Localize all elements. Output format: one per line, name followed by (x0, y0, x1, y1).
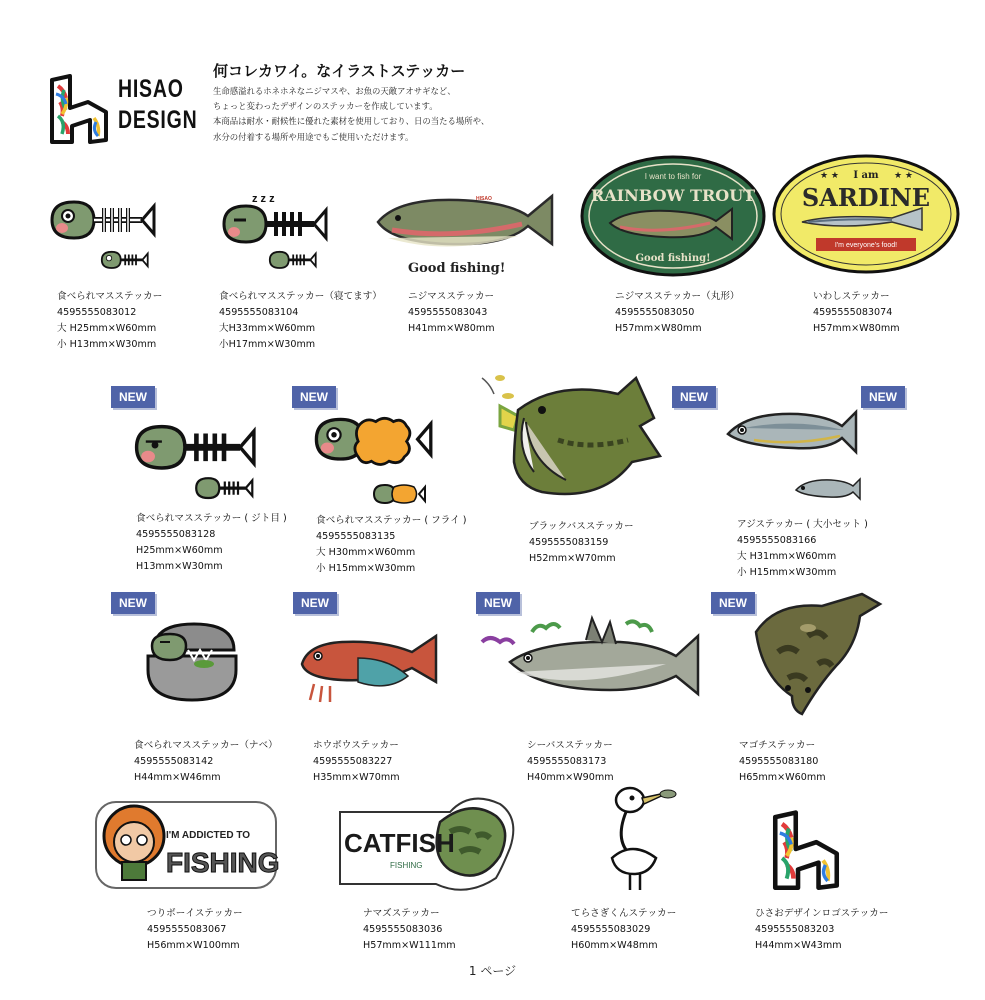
sardine-top-text: I am (853, 170, 879, 181)
sticker-info (755, 906, 888, 954)
sticker-code: 4595555083050 (615, 307, 695, 318)
sticker-info (219, 289, 382, 353)
sticker-code: 4595555083104 (219, 307, 299, 318)
sticker-code: 4595555083067 (147, 924, 227, 935)
page-headline: 何コレカワイ。なイラストステッカー (213, 62, 466, 80)
sticker-code: 4595555083180 (739, 756, 819, 767)
sticker-info (615, 289, 740, 337)
sticker-size: H57mm×W80mm (813, 323, 900, 334)
sticker-name: ニジマスステッカー (408, 291, 495, 302)
sticker-name: 食べられマスステッカー (57, 291, 163, 302)
sticker-info (57, 289, 162, 353)
page-number: 1 ページ (468, 964, 517, 978)
sticker-info (408, 289, 495, 337)
sardine-oval-icon (772, 154, 960, 274)
fried-fish-icon (310, 405, 446, 510)
sticker-size: H44mm×W46mm (134, 772, 221, 783)
new-badge: NEW (711, 592, 755, 614)
horse-mackerel-icon (724, 398, 864, 508)
sticker-code: 4595555083159 (529, 537, 609, 548)
gurnard-icon (298, 628, 450, 708)
sticker-size: H41mm×W80mm (408, 323, 495, 334)
intro-line: 水分の付着する場所や用途でもご使用いただけます。 (213, 131, 414, 142)
catfish-title: CATFISH (344, 828, 455, 858)
new-badge: NEW (476, 592, 520, 614)
intro-line: 本商品は耐水・耐候性に優れた素材を使用しており、日の当たる場所や、 (213, 116, 490, 127)
new-badge: NEW (111, 592, 155, 614)
sticker-size: H35mm×W70mm (313, 772, 400, 783)
svg-text:★ ★: ★ ★ (820, 171, 839, 181)
sticker-info (316, 513, 466, 577)
sticker-info (147, 906, 243, 954)
sticker-size: H57mm×W80mm (615, 323, 702, 334)
sticker-code: 4595555083012 (57, 307, 137, 318)
catfish-subtitle: FISHING (390, 861, 423, 870)
sticker-info (134, 738, 278, 786)
sticker-size: 小 H15mm×W30mm (316, 563, 416, 574)
sticker-name: 食べられマスステッカー ( フライ ) (316, 515, 467, 526)
intro-line: 生命感溢れるホネホネなニジマスや、お魚の天敵アオサギなど、 (213, 86, 456, 96)
sticker-info (813, 289, 900, 337)
new-badge: NEW (293, 592, 337, 614)
sticker-size: 小 H13mm×W30mm (57, 339, 157, 350)
sticker-code: 4595555083203 (755, 924, 835, 935)
sticker-info (529, 519, 634, 567)
intro-line: ちょっと変わったデザインのステッカーを作成しています。 (213, 101, 438, 112)
sticker-name: ニジマスステッカー（丸形） (615, 291, 740, 302)
sticker-info (527, 738, 614, 786)
sticker-code: 4595555083074 (813, 307, 893, 318)
sticker-code: 4595555083135 (316, 531, 396, 542)
rainbow-trout-oval-icon (580, 155, 766, 277)
fishing-boy-title: FISHING (166, 847, 280, 878)
sticker-name: アジステッカー ( 大小セット ) (737, 519, 868, 530)
sticker-name: ブラックバスステッカー (529, 521, 634, 532)
sticker-size: H65mm×W60mm (739, 772, 826, 783)
sticker-code: 4595555083043 (408, 307, 488, 318)
sticker-code: 4595555083142 (134, 756, 214, 767)
svg-text:HISAO: HISAO (476, 196, 492, 202)
svg-text:z z z: z z z (252, 193, 275, 205)
sticker-name: 食べられマスステッカー ( ジト目 ) (136, 513, 287, 524)
brand-name-line2: DESIGN (118, 106, 198, 134)
sticker-size: H60mm×W48mm (571, 940, 658, 951)
new-badge: NEW (672, 386, 716, 408)
hisao-design-logo-icon (48, 72, 110, 144)
sticker-size: H52mm×W70mm (529, 553, 616, 564)
fish-bone-squint-icon (128, 418, 268, 508)
sticker-name: ひさおデザインロゴステッカー (755, 908, 889, 919)
trout-caption: Good fishing! (408, 261, 506, 276)
sticker-size: 大 H25mm×W60mm (57, 323, 157, 334)
new-badge: NEW (861, 386, 905, 408)
sticker-size: 大 H31mm×W60mm (737, 551, 837, 562)
sticker-info (313, 738, 400, 786)
flathead-icon (748, 592, 888, 722)
sticker-size: 大H33mm×W60mm (219, 323, 316, 334)
sticker-code: 4595555083036 (363, 924, 443, 935)
new-badge: NEW (111, 386, 155, 408)
sticker-name: 食べられマスステッカー（ナベ） (134, 740, 278, 751)
sticker-size: H56mm×W100mm (147, 940, 240, 951)
catfish-icon (330, 792, 520, 896)
sticker-size: H13mm×W30mm (136, 561, 223, 572)
rainbow-trout-icon (372, 186, 562, 278)
sticker-size: 小H17mm×W30mm (219, 339, 316, 350)
sticker-name: 食べられマスステッカー（寝てます） (219, 291, 382, 302)
intro-text (213, 84, 543, 145)
sticker-code: 4595555083166 (737, 535, 817, 546)
new-badge: NEW (292, 386, 336, 408)
sticker-name: シーバスステッカー (527, 740, 613, 751)
trout-oval-top-text: I want to fish for (644, 172, 702, 181)
sticker-size: H25mm×W60mm (136, 545, 223, 556)
sticker-code: 4595555083128 (136, 529, 216, 540)
sticker-code: 4595555083227 (313, 756, 393, 767)
sticker-info (739, 738, 826, 786)
fish-bone-icon (48, 198, 166, 278)
sticker-code: 4595555083029 (571, 924, 651, 935)
trout-oval-caption: Good fishing! (635, 253, 711, 264)
hisao-logo-icon (768, 808, 844, 890)
sticker-code: 4595555083173 (527, 756, 607, 767)
sticker-name: てらさぎくんステッカー (571, 908, 677, 919)
sticker-size: H44mm×W43mm (755, 940, 842, 951)
sticker-name: ホウボウステッカー (313, 740, 399, 751)
sleeping-fish-bone-icon (218, 188, 338, 278)
sea-bass-icon (476, 612, 706, 716)
fishing-boy-icon (94, 796, 278, 892)
brand-name (118, 74, 197, 136)
sticker-size: H40mm×W90mm (527, 772, 614, 783)
sardine-title: SARDINE (801, 183, 931, 212)
sticker-info (737, 517, 868, 581)
sticker-name: ナマズステッカー (363, 908, 440, 919)
sticker-name: マゴチステッカー (739, 740, 816, 751)
sticker-name: つりボーイステッカー (147, 908, 243, 919)
sticker-info (363, 906, 456, 954)
sardine-caption: I'm everyone's food! (834, 242, 898, 249)
sticker-info (136, 511, 287, 575)
sticker-size: 大 H30mm×W60mm (316, 547, 416, 558)
sticker-size: 小 H15mm×W30mm (737, 567, 837, 578)
svg-text:★ ★: ★ ★ (894, 171, 913, 181)
heron-icon (588, 782, 684, 892)
fishing-boy-tagline: I'M ADDICTED TO (166, 830, 251, 841)
brand-name-line1: HISAO (118, 75, 184, 103)
trout-oval-title: RAINBOW TROUT (590, 186, 756, 205)
sticker-name: いわしステッカー (813, 291, 890, 302)
fish-hot-pot-icon (144, 620, 240, 706)
sticker-size: H57mm×W111mm (363, 940, 456, 951)
sticker-info (571, 906, 676, 954)
black-bass-icon (478, 370, 668, 510)
